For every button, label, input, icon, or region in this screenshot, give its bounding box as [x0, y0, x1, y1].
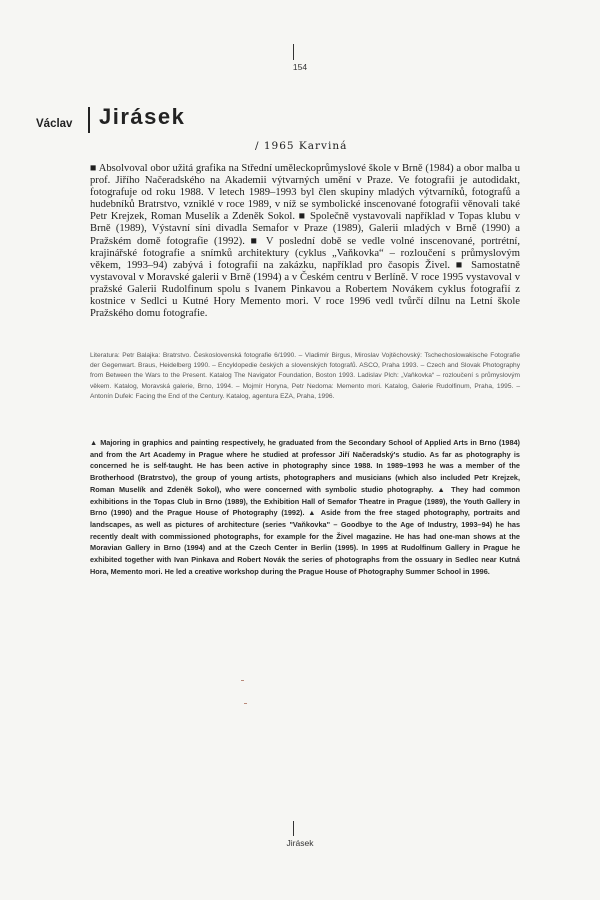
name-divider [88, 107, 90, 133]
print-mark [244, 703, 247, 704]
page-number: 154 [292, 62, 308, 72]
running-footer: Jirásek [286, 838, 314, 848]
biography-english: ▲ Majoring in graphics and painting respectively, he graduated from the Secondary School of Applied Arts in Brno (1984) and from the Art Academy in Prague where he studied at professor Jiří Načeradský's studio. As far as photography is concerned he is self-taught. He has been active in photography since 1988. In 1989–1993 he was a member of the Brotherhood (Bratrstvo), the group of young artists, photographers and musicians (which also included Petr Krejzek, Roman Muselík and Zdeněk Sokol), who were concerned with symbolic studio photography. ▲ They had common exhibitions in the Topas Club in Brno (1989), the Exhibition Hall of Semafor Theatre in Prague (1989), the Youth Gallery in Brno (1990) and the Prague House of Photography (1992). ▲ Aside from the free staged photography, portraits and landscapes, as well as pictures of architecture (series "Vaňkovka" – Goodbye to the Age of Industry, 1993–94) he has recently dealt with commissioned photographs, for example for the Živel magazine. He has had one-man shows at the Moravian Gallery in Brno (1994) and at the Czech Center in Berlin (1995). In 1995 at Rudolfinum Gallery in Prague he exhibited together with Ivan Pinkava and Robert Novák the series of photographs from the ossuary in Sedlec near Kutná Hora, Memento mori. He led a creative workshop during the Prague House of Photography Summer School in 1996. [90, 438, 520, 576]
top-tick-mark [293, 44, 294, 60]
birth-info: / 1965 Karviná [255, 140, 348, 152]
literature-references: Literatura: Petr Balajka: Bratrstvo. Československá fotografie 6/1990. – Vladimír Birgus, Miroslav Vojtěchovský: Tschechoslowakische Fotografie der Gegenwart. Braus, Heidelberg 1990. – Encyklopedie českých a slovenských fotografů. ASCO, Praha 1993. – Czech and Slovak Photography from Between the Wars to the Present. Katalog The Navigator Foundation, Boston 1993. Ladislav Plch: „Vaňkovka“ – rozloučení s průmyslovým věkem. Katalog, Moravská galerie, Brno, 1994. – Mojmír Horyna, Petr Nedoma: Memento mori. Katalog, Galerie Rudolfinum, Praha, 1995. – Antonín Dufek: Facing the End of the Century. Katalog, agentura EZA, Praha, 1996. [90, 352, 520, 400]
artist-first-name: Václav [36, 118, 73, 130]
print-mark [241, 680, 244, 681]
bottom-tick-mark [293, 821, 294, 836]
artist-last-name: Jirásek [99, 104, 186, 129]
biography-czech: ■ Absolvoval obor užitá grafika na Střední uměleckoprůmyslové škole v Brně (1984) a obor malba u prof. Jiřího Načeradského na Akademii výtvarných umění v Praze. Ve fotografii je autodidakt, fotografuje od roku 1988. V letech 1989–1993 byl člen skupiny mladých výtvarníků, fotografů a hudebníků Bratrstvo, vzniklé v roce 1989, v níž se symbolické inscenované fotografii věnovali také Petr Krejzek, Roman Muselík a Zdeněk Sokol. ■ Společně vystavovali například v Topas klubu v Brně (1989), Výstavní síni divadla Semafor v Praze (1989), Galerii mladých v Brně (1990) a Pražském domě fotografie (1992). ■ V poslední době se vedle volné inscenované, portrétní, krajinářské fotografie a snímků architektury (cyklus „Vaňkovka“ – rozloučení s průmyslovým věkem, 1993–94) zabývá i fotografií na zakázku, například pro časopis Živel. ■ Samostatně vystavoval v Moravské galerii v Brně (1994) a v Českém centru v Berlíně. V roce 1995 vystavoval v pražské Galerii Rudolfinum spolu s Ivanem Pinkavou a Robertem Novákem cyklus fotografií z kostnice v Sedlci u Kutné Hory Memento mori. V roce 1996 vedl tvůrčí dílnu na Letní škole Pražského domu fotografie. [90, 163, 520, 320]
